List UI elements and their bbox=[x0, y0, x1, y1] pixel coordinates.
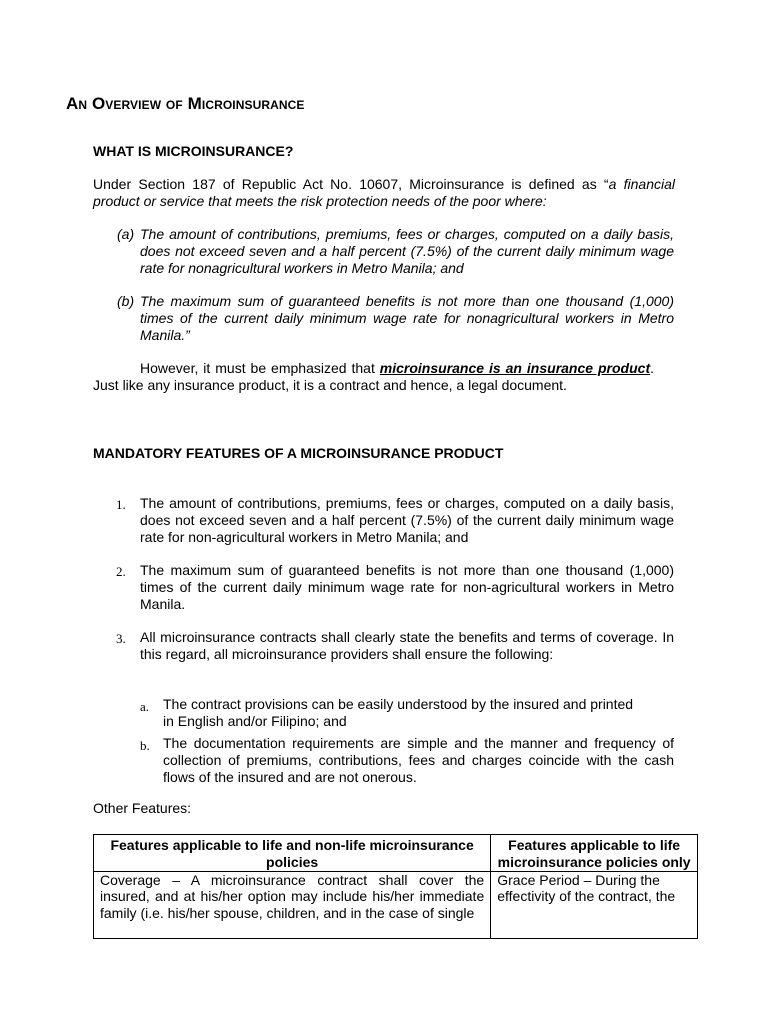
sub-item-a: The contract provisions can be easily understood by the insured and printed in English and/or Filipino; and bbox=[163, 696, 634, 729]
sub-label-b: b. bbox=[140, 738, 150, 753]
other-features-label: Other Features: bbox=[93, 800, 192, 816]
mandatory-num-3: 3. bbox=[116, 631, 126, 646]
mandatory-item-1: The amount of contributions, premiums, fees or charges, computed on a daily basis, does not exceed seven and a half percent (7.5%) of the current daily minimum wage rate for non-agricultural workers in Metro Manila; and bbox=[140, 495, 674, 545]
table-cell-coverage bbox=[94, 871, 491, 938]
table-header-row bbox=[94, 835, 698, 872]
definition-item-b: The maximum sum of guaranteed benefits is not more than one thousand (1,000) times of the current daily minimum wage rate for nonagricultural workers in Metro Manila.” bbox=[140, 293, 674, 343]
emphasis-lead: However, it must be emphasized that bbox=[140, 360, 380, 376]
page-title: An Overview of Microinsurance bbox=[66, 94, 305, 113]
features-table bbox=[93, 834, 698, 939]
mandatory-num-2: 2. bbox=[116, 564, 126, 579]
emphasis-paragraph bbox=[93, 360, 654, 394]
mandatory-num-1: 1. bbox=[116, 497, 126, 512]
table-cell-grace-period bbox=[491, 871, 698, 938]
table-cell-coverage-text: Coverage – A microinsurance contract shall cover the insured, and at his/her option may include his/her immediate family (i.e. his/her spouse, children, and in the case of single bbox=[100, 871, 485, 922]
mandatory-item-3: All microinsurance contracts shall clearly state the benefits and terms of coverage. In this regard, all microinsurance providers shall ensure the following: bbox=[140, 629, 674, 662]
table-header-life-only: Features applicable to life microinsurance policies only bbox=[491, 835, 698, 872]
emphasis-highlight: microinsurance is an insurance product bbox=[379, 360, 651, 376]
section-heading-mandatory: MANDATORY FEATURES OF A MICROINSURANCE PRODUCT bbox=[93, 445, 504, 461]
table-cell-grace-period-text: Grace Period – During the effectivity of the contract, the bbox=[497, 871, 676, 905]
table-row bbox=[94, 871, 698, 938]
definition-item-a: The amount of contributions, premiums, fees or charges, computed on a daily basis, does not exceed seven and a half percent (7.5%) of the current daily minimum wage rate for nonagricultural workers in Metro Manila; and bbox=[140, 226, 674, 276]
definition-intro: Under Section 187 of Republic Act No. 10607, Microinsurance is defined as “ bbox=[93, 176, 609, 192]
section-heading-what-is: WHAT IS MICROINSURANCE? bbox=[93, 143, 294, 159]
mandatory-item-2: The maximum sum of guaranteed benefits is not more than one thousand (1,000) times of the current daily minimum wage rate for non-agricultural workers in Metro Manila. bbox=[140, 562, 674, 612]
definition-label-b: (b) bbox=[117, 293, 135, 309]
emphasis-tail: . Just like any insurance product, it is a contract and hence, a legal document. bbox=[93, 360, 654, 393]
definition-paragraph bbox=[93, 176, 675, 210]
sub-label-a: a. bbox=[140, 699, 150, 714]
definition-quote: a financial product or service that meets the risk protection needs of the poor where: bbox=[93, 176, 675, 209]
sub-item-b: The documentation requirements are simple and the manner and frequency of collection of premiums, contributions, fees and charges coincide with the cash flows of the insured and are not onerous. bbox=[163, 735, 674, 785]
definition-label-a: (a) bbox=[117, 226, 135, 242]
table-header-life-nonlife: Features applicable to life and non-life microinsurance policies bbox=[94, 835, 491, 872]
